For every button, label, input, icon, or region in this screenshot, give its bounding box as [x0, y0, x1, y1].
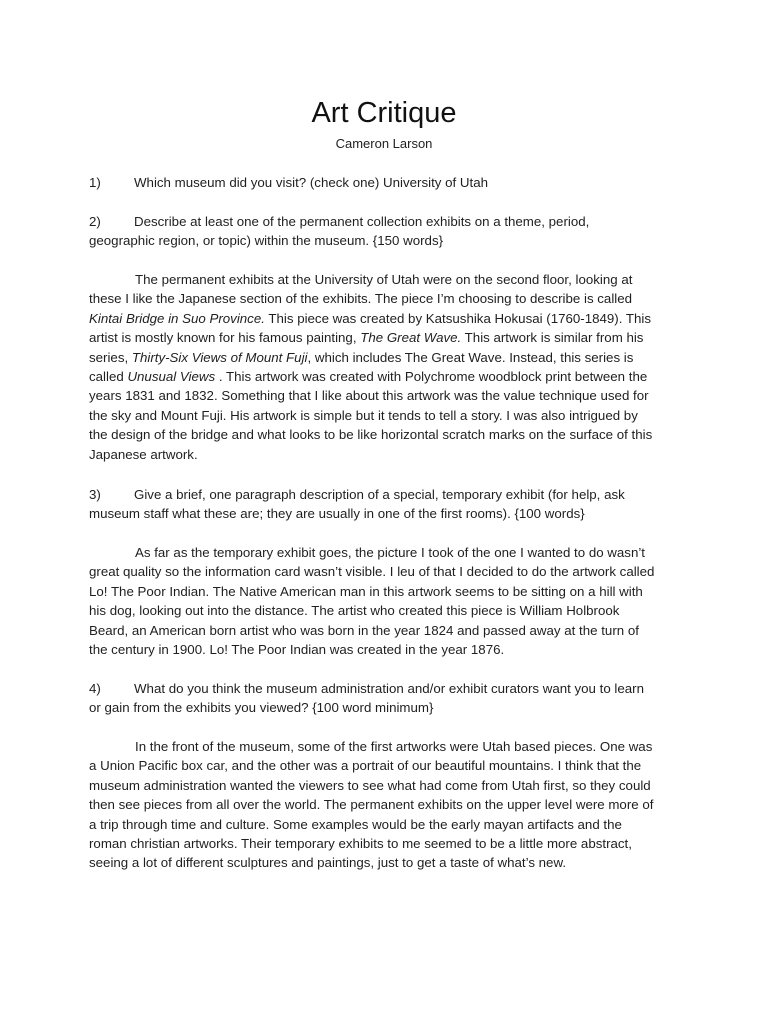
question-3-line-2: museum staff what these are; they are usually in one of the first rooms). {100 words}: [89, 506, 585, 522]
answer-2-line: The permanent exhibits at the University of Utah were on the second floor, looking at: [135, 272, 633, 287]
answer-3-line: Lo! The Poor Indian. The Native American man in this artwork seems to be sitting on a hill with: [89, 583, 643, 599]
answer-2-line: the sky and Mount Fuji. His artwork is simple but it tends to tell a story. I was also intrigued by: [89, 407, 638, 423]
artwork-title-great-wave: The Great Wave.: [360, 330, 462, 346]
answer-2-line: Japanese artwork.: [89, 446, 198, 462]
question-2-text-1: Describe at least one of the permanent collection exhibits on a theme, period,: [134, 214, 590, 229]
answer-4-line: a Union Pacific box car, and the other was a portrait of our beautiful mountains. I think that the: [89, 758, 642, 774]
answer-2-line: the design of the bridge and what looks to be like horizontal scratch marks on the surface of this: [89, 427, 653, 443]
answer-2-paragraph: [89, 270, 689, 464]
question-1-number: 1): [89, 175, 101, 190]
answer-2-line: [89, 348, 689, 367]
question-4-text-1: What do you think the museum administration and/or exhibit curators want you to learn: [134, 681, 644, 696]
answer-2-line: years 1831 and 1832. Something that I like about this artwork was the value technique used for: [89, 388, 649, 404]
answer-2-line: [89, 367, 689, 386]
answer-2-line: [89, 328, 689, 347]
answer-2-text: This artwork is similar from his: [461, 330, 644, 346]
question-4-line-2: or gain from the exhibits you viewed? {100 word minimum}: [89, 700, 434, 716]
question-1-text: Which museum did you visit? (check one) University of Utah: [134, 175, 488, 190]
answer-2-text: . This artwork was created with Polychrome woodblock print between the: [215, 369, 648, 385]
answer-2-text: This piece was created by Katsushika Hokusai (1760-1849). This: [264, 310, 651, 326]
question-3-text-1: Give a brief, one paragraph description of a special, temporary exhibit (for help, ask: [134, 487, 625, 502]
document-author: Cameron Larson: [335, 136, 433, 151]
answer-2-text: called: [89, 369, 128, 385]
answer-2-line: [89, 309, 689, 328]
answer-3-line: the century in 1900. Lo! The Poor Indian was created in the year 1876.: [89, 642, 505, 658]
question-1: [89, 173, 689, 192]
answer-4-line: In the front of the museum, some of the first artworks were Utah based pieces. One was: [135, 739, 653, 754]
answer-4-line: museum administration wanted the viewers to see what had come from Utah first, so they could: [89, 777, 651, 793]
question-2-line-1: [89, 212, 689, 231]
answer-3-line: As far as the temporary exhibit goes, the picture I took of the one I wanted to do wasn’t: [135, 545, 646, 560]
answer-2-line: these I like the Japanese section of the exhibits. The piece I’m choosing to describe is called: [89, 291, 633, 307]
question-2-number: 2): [89, 214, 101, 229]
answer-4-line: roman christian artworks. Their temporary exhibits to me seemed to be a little more abstract,: [89, 836, 632, 852]
answer-3-line: great quality so the information card wasn’t visible. I leu of that I decided to do the artwork called: [89, 564, 655, 580]
answer-3-paragraph: [89, 543, 689, 659]
question-3-line-1: [89, 485, 689, 504]
answer-3-line: Beard, an American born artist who was born in the year 1824 and passed away at the turn of: [89, 622, 639, 638]
question-2: [89, 212, 689, 251]
answer-4-line: then see pieces from all over the world. The permanent exhibits on the upper level were more of: [89, 797, 654, 813]
document-title: Art Critique: [311, 97, 457, 129]
question-1-line: [89, 173, 689, 192]
series-title-thirty-six-views: Thirty-Six Views of Mount Fuji: [131, 349, 308, 365]
question-2-line-2: geographic region, or topic) within the museum. {150 words}: [89, 233, 444, 249]
answer-4-line: seeing a lot of different sculptures and paintings, just to get a taste of what’s new.: [89, 855, 567, 871]
answer-3-line: his dog, looking out into the distance. The artist who created this piece is William Holbrook: [89, 603, 620, 619]
question-4-number: 4): [89, 681, 101, 696]
answer-4-paragraph: [89, 737, 689, 873]
question-4-line-1: [89, 679, 689, 698]
answer-4-line: a trip through time and culture. Some examples would be the early mayan artifacts and the: [89, 816, 622, 832]
series-title-unusual-views: Unusual Views: [127, 369, 216, 385]
question-3: [89, 485, 689, 524]
question-4: [89, 679, 689, 718]
artwork-title-kintai-bridge: Kintai Bridge in Suo Province.: [89, 310, 265, 326]
answer-2-text: , which includes The Great Wave. Instead, this series is: [307, 349, 634, 365]
answer-2-text: artist is mostly known for his famous painting,: [89, 330, 361, 346]
answer-2-text: series,: [89, 349, 132, 365]
question-3-number: 3): [89, 487, 101, 502]
